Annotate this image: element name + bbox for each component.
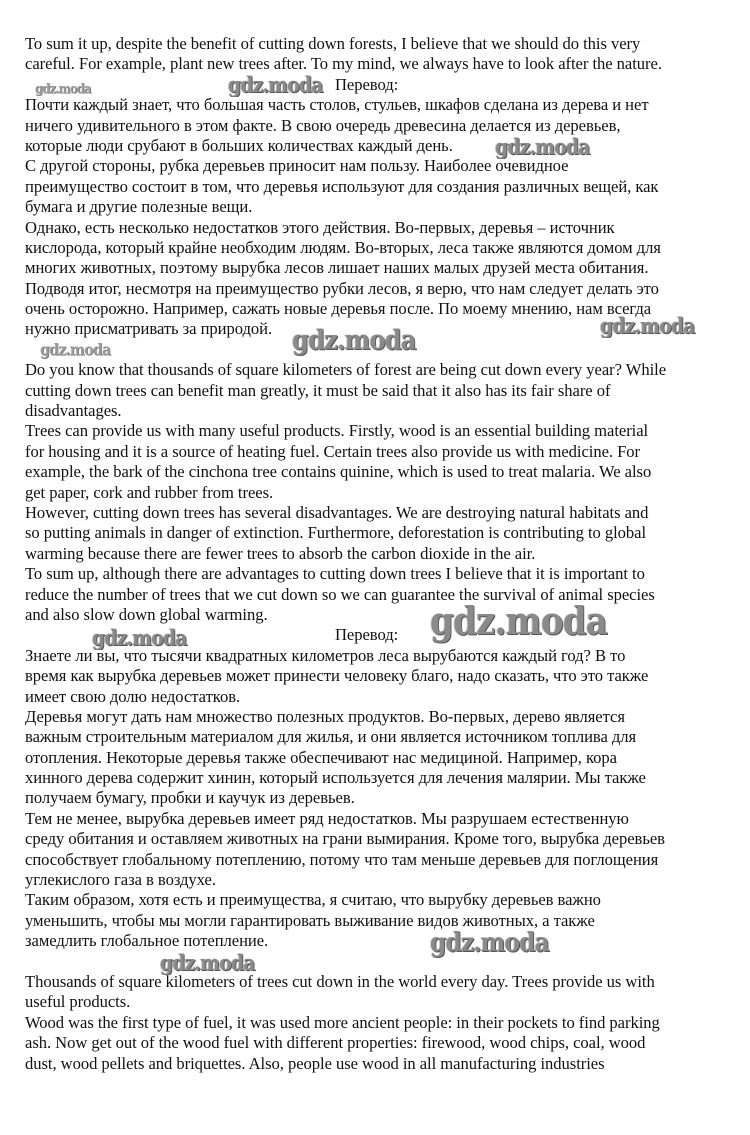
text-line: углекислого газа в воздухе. xyxy=(25,870,216,890)
text-line: However, cutting down trees has several disadvantages. We are destroying natural habitats and xyxy=(25,502,649,522)
text-line: которые люди срубают в больших количествах каждый день. xyxy=(25,135,453,155)
text-line: Тем не менее, вырубка деревьев имеет ряд недостатков. Мы разрушаем естественную xyxy=(25,808,629,828)
text-line: Таким образом, хотя есть и преимущества, я считаю, что вырубку деревьев важно xyxy=(25,890,601,910)
watermark: gdz.moda xyxy=(228,72,323,97)
text-line: замедлить глобальное потепление. xyxy=(25,931,269,951)
text-line: To sum it up, despite the benefit of cutting down forests, I believe that we should do this very xyxy=(25,34,641,53)
text-line: get paper, cork and rubber from trees. xyxy=(25,482,274,502)
watermark: gdz.moda xyxy=(35,82,91,97)
text-line: время как вырубка деревьев может принести человеку благо, надо сказать, что это также xyxy=(25,666,649,686)
text-line: преимущество состоит в том, что деревья используют для создания различных вещей, как xyxy=(25,176,659,196)
watermark: gdz.moda xyxy=(160,950,255,975)
text-line: Однако, есть несколько недостатков этого действия. Во-первых, деревья – источник xyxy=(25,217,615,237)
text-line: отопления. Некоторые деревья также обеспечивают нас медициной. Например, кора xyxy=(25,747,617,767)
translation-label: Перевод: xyxy=(335,74,399,94)
text-line: важным строительным материалом для жилья, и они является источником топлива для xyxy=(25,727,637,747)
text-line: имеет свою долю недостатков. xyxy=(25,686,241,706)
text-line: Trees can provide us with many useful products. Firstly, wood is an essential building material xyxy=(25,421,649,441)
text-line: многих животных, поэтому вырубка лесов лишает наших малых друзей места обитания. xyxy=(25,258,649,278)
text-line: бумага и другие полезные вещи. xyxy=(25,197,253,217)
watermark: gdz.moda xyxy=(600,313,695,338)
text-line: Thousands of square kilometers of trees cut down in the world every day. Trees provide us with xyxy=(25,971,655,991)
text-line: Деревья могут дать нам множество полезных продуктов. Во-первых, дерево является xyxy=(25,706,625,726)
watermark: gdz.moda xyxy=(40,340,111,359)
watermark: gdz.moda xyxy=(430,928,549,958)
text-line: dust, wood pellets and briquettes. Also, people use wood in all manufacturing industries xyxy=(25,1053,605,1073)
text-line: ash. Now get out of the wood fuel with different properties: firewood, wood chips, coal, wood xyxy=(25,1033,646,1053)
watermark: gdz.moda xyxy=(430,598,608,643)
text-line: reduce the number of trees that we cut down so we can guarantee the survival of animal species xyxy=(25,584,655,604)
text-line: Подводя итог, несмотря на преимущество рубки лесов, я верю, что нам следует делать это xyxy=(25,278,659,298)
translation-label: Перевод: xyxy=(335,625,399,645)
text-line: example, the bark of the cinchona tree contains quinine, which is used to treat malaria. We also xyxy=(25,462,652,482)
text-line: disadvantages. xyxy=(25,401,122,421)
text-line: and also slow down global warming. xyxy=(25,604,268,624)
document-body xyxy=(25,34,745,1074)
text-line: Do you know that thousands of square kilometers of forest are being cut down every year? While xyxy=(25,360,667,380)
text-line: Почти каждый знает, что большая часть столов, стульев, шкафов сделана из дерева и нет xyxy=(25,95,649,115)
text-line: получаем бумагу, пробки и каучук из деревьев. xyxy=(25,788,355,808)
text-line: To sum up, although there are advantages to cutting down trees I believe that it is important to xyxy=(25,564,645,584)
text-line: очень осторожно. Например, сажать новые деревья после. По моему мнению, нам всегда xyxy=(25,299,652,319)
text-line: нужно присматривать за природой. xyxy=(25,319,273,339)
text-line: хинного дерева содержит хинин, который используется для лечения малярии. Мы также xyxy=(25,768,646,788)
text-line: способствует глобальному потеплению, потому что там меньше деревьев для поглощения xyxy=(25,849,659,869)
watermark: gdz.moda xyxy=(292,325,416,356)
text-line: уменьшить, чтобы мы могли гарантировать выживание видов животных, а также xyxy=(25,910,595,930)
text-line: useful products. xyxy=(25,992,131,1012)
text-line: careful. For example, plant new trees after. To my mind, we always have to look after the nature. xyxy=(25,54,662,74)
text-line: so putting animals in danger of extinction. Furthermore, deforestation is contributing to global xyxy=(25,523,647,543)
watermark: gdz.moda xyxy=(92,625,187,650)
text-line: warming because there are fewer trees to absorb the carbon dioxide in the air. xyxy=(25,543,536,563)
text-line: С другой стороны, рубка деревьев приносит нам пользу. Наиболее очевидное xyxy=(25,156,569,176)
text-line: среду обитания и оставляем животных на грани вымирания. Кроме того, вырубка деревьев xyxy=(25,829,665,849)
text-line: Wood was the first type of fuel, it was used more ancient people: in their pockets to find parking xyxy=(25,1012,660,1032)
text-line: for housing and it is a source of heating fuel. Certain trees also provide us with medicine. For xyxy=(25,441,641,461)
watermark: gdz.moda xyxy=(495,134,590,159)
spacer xyxy=(25,952,745,972)
text-line: cutting down trees can benefit man greatly, it must be said that it also has its fair share of xyxy=(25,380,611,400)
text-line: ничего удивительного в этом факте. В свою очередь древесина делается из деревьев, xyxy=(25,115,621,135)
text-line: кислорода, который крайне необходим людям. Во-вторых, леса также являются домом для xyxy=(25,237,661,257)
text-line: Знаете ли вы, что тысячи квадратных километров леса вырубаются каждый год? В то xyxy=(25,645,626,665)
